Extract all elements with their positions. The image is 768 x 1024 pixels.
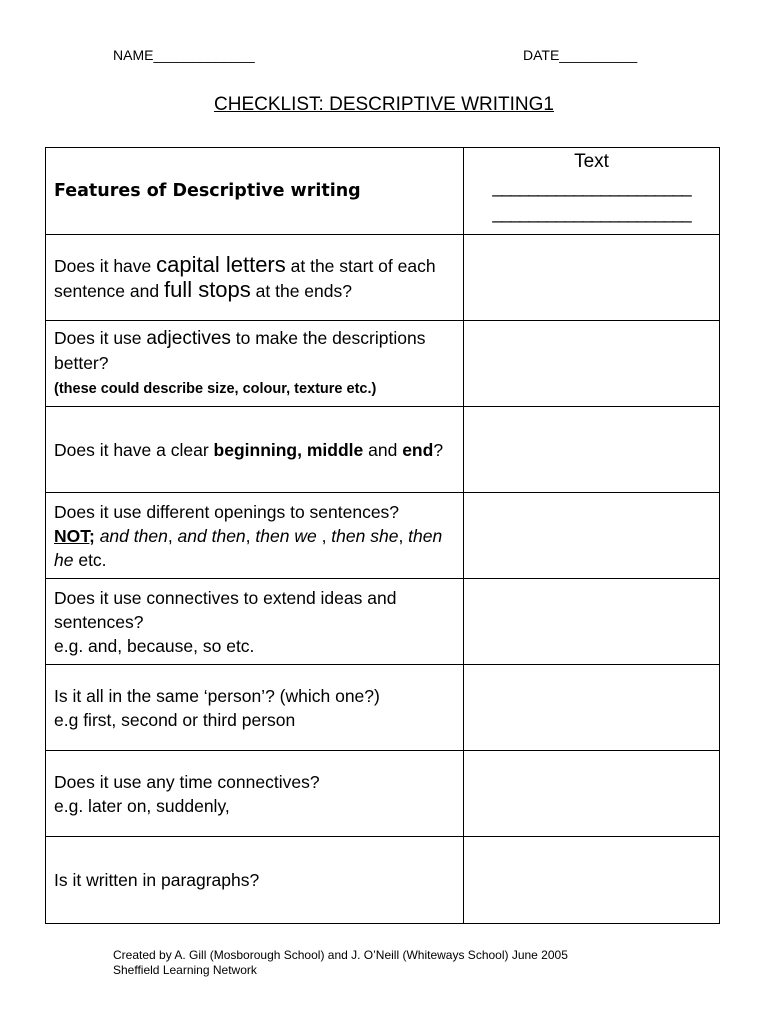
- table-row: [46, 579, 720, 665]
- criterion-person: Is it all in the same ‘person’? (which one?) e.g first, second or third person: [46, 665, 464, 751]
- table-header-row: [46, 148, 720, 235]
- text-cell[interactable]: [464, 321, 720, 407]
- emphasis-end: end: [402, 439, 434, 460]
- text-underline-2: ______________________: [492, 203, 691, 223]
- text-cell[interactable]: [464, 235, 720, 321]
- table-row: [46, 665, 720, 751]
- criterion-connectives: Does it use connectives to extend ideas and sentences? e.g. and, because, so etc.: [46, 579, 464, 665]
- text-cell[interactable]: [464, 837, 720, 924]
- text-cell[interactable]: [464, 665, 720, 751]
- text-column-header: [464, 148, 720, 235]
- criterion-adjectives: Does it use adjectives to make the descriptions better? (these could describe size, colour, texture etc.): [46, 321, 464, 407]
- date-field: DATE__________: [523, 47, 638, 63]
- footer-network: Sheffield Learning Network: [113, 963, 257, 977]
- text-cell[interactable]: [464, 751, 720, 837]
- text-cell[interactable]: [464, 493, 720, 579]
- table-row: [46, 493, 720, 579]
- text-column-label: Text: [574, 151, 609, 172]
- text-cell[interactable]: [464, 579, 720, 665]
- emphasis-capital-letters: capital letters: [156, 251, 286, 277]
- emphasis-full-stops: full stops: [163, 276, 251, 302]
- table-row: [46, 837, 720, 924]
- not-label: NOT;: [54, 525, 95, 546]
- checklist-table: [45, 147, 720, 924]
- features-column-header: Features of Descriptive writing: [46, 148, 464, 235]
- footer-credits: Created by A. Gill (Mosborough School) and J. O’Neill (Whiteways School) June 2005: [113, 948, 568, 962]
- footer: [113, 948, 568, 978]
- criterion-structure: Does it have a clear beginning, middle and end?: [46, 407, 464, 493]
- adjectives-note: (these could describe size, colour, texture etc.): [54, 381, 377, 397]
- table-row: [46, 235, 720, 321]
- table-row: [46, 321, 720, 407]
- text-underline-1: ______________________: [492, 177, 691, 197]
- criterion-time-connectives: Does it use any time connectives? e.g. later on, suddenly,: [46, 751, 464, 837]
- name-field: NAME_____________: [113, 47, 255, 63]
- table-row: [46, 751, 720, 837]
- criterion-sentence-openings: Does it use different openings to sentences? NOT; and then, and then, then we , then she, then he etc.: [46, 493, 464, 579]
- table-row: [46, 407, 720, 493]
- page-title: CHECKLIST: DESCRIPTIVE WRITING1: [214, 94, 554, 115]
- text-cell[interactable]: [464, 407, 720, 493]
- emphasis-adjectives: adjectives: [146, 328, 231, 349]
- criterion-capital-letters: Does it have capital letters at the start of each sentence and full stops at the ends?: [46, 235, 464, 321]
- criterion-paragraphs: Is it written in paragraphs?: [46, 837, 464, 924]
- emphasis-beginning-middle: beginning, middle: [213, 439, 364, 460]
